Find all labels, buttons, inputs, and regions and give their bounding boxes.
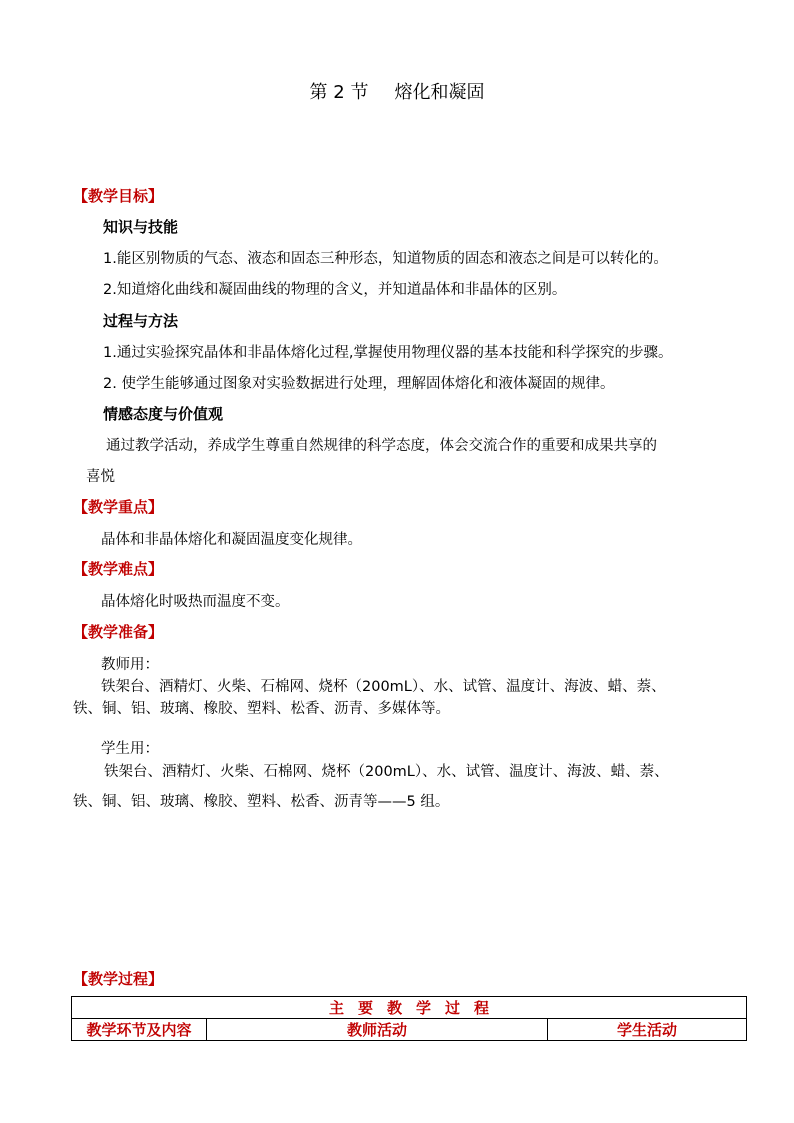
- table-title: 主要教学过程: [72, 997, 747, 1019]
- difficulty-text: 晶体熔化时吸热而温度不变。: [101, 594, 290, 610]
- emotion-text-line-1: 通过教学活动，养成学生尊重自然规律的科学态度，体会交流合作的重要和成果共享的: [106, 438, 657, 454]
- table-title-row: [72, 997, 747, 1019]
- column-header-stage: 教学环节及内容: [72, 1019, 207, 1041]
- process-item-2: 2. 使学生能够通过图象对实验数据进行处理，理解固体熔化和液体凝固的规律。: [103, 376, 615, 392]
- student-materials-line-2: 铁、铜、铝、玻璃、橡胶、塑料、松香、沥青等——5 组。: [73, 794, 450, 810]
- lesson-name: 熔化和凝固: [394, 82, 485, 103]
- knowledge-item-1: 1.能区别物质的气态、液态和固态三种形态，知道物质的固态和液态之间是可以转化的。: [103, 251, 668, 267]
- process-heading: 过程与方法: [103, 312, 179, 330]
- objectives-heading: 【教学目标】: [73, 187, 164, 205]
- table-header-row: [72, 1019, 747, 1041]
- section-number: 第 2 节: [309, 82, 369, 103]
- teacher-materials-line-2: 铁、铜、铝、玻璃、橡胶、塑料、松香、沥青、多媒体等。: [73, 701, 450, 717]
- procedure-table: [71, 996, 747, 1041]
- teacher-label: 教师用：: [101, 657, 159, 673]
- preparation-heading: 【教学准备】: [73, 623, 164, 641]
- column-header-student: 学生活动: [548, 1019, 747, 1041]
- column-header-teacher: 教师活动: [207, 1019, 548, 1041]
- knowledge-heading: 知识与技能: [103, 218, 179, 236]
- page-title: [0, 78, 794, 104]
- difficulty-heading: 【教学难点】: [73, 560, 164, 578]
- process-item-1: 1.通过实验探究晶体和非晶体熔化过程,掌握使用物理仪器的基本技能和科学探究的步骤。: [103, 345, 673, 361]
- procedure-heading: 【教学过程】: [73, 970, 164, 988]
- emotion-text-line-2: 喜悦: [86, 469, 115, 485]
- keypoint-text: 晶体和非晶体熔化和凝固温度变化规律。: [101, 532, 362, 548]
- teacher-materials-line-1: 铁架台、酒精灯、火柴、石棉网、烧杯（200mL）、水、试管、温度计、海波、蜡、萘、: [101, 679, 666, 695]
- emotion-heading: 情感态度与价值观: [103, 405, 224, 423]
- student-label: 学生用：: [101, 741, 159, 757]
- keypoint-heading: 【教学重点】: [73, 498, 164, 516]
- student-materials-line-1: 铁架台、酒精灯、火柴、石棉网、烧杯（200mL）、水、试管、温度计、海波、蜡、萘、: [104, 764, 669, 780]
- knowledge-item-2: 2.知道熔化曲线和凝固曲线的物理的含义，并知道晶体和非晶体的区别。: [103, 282, 567, 298]
